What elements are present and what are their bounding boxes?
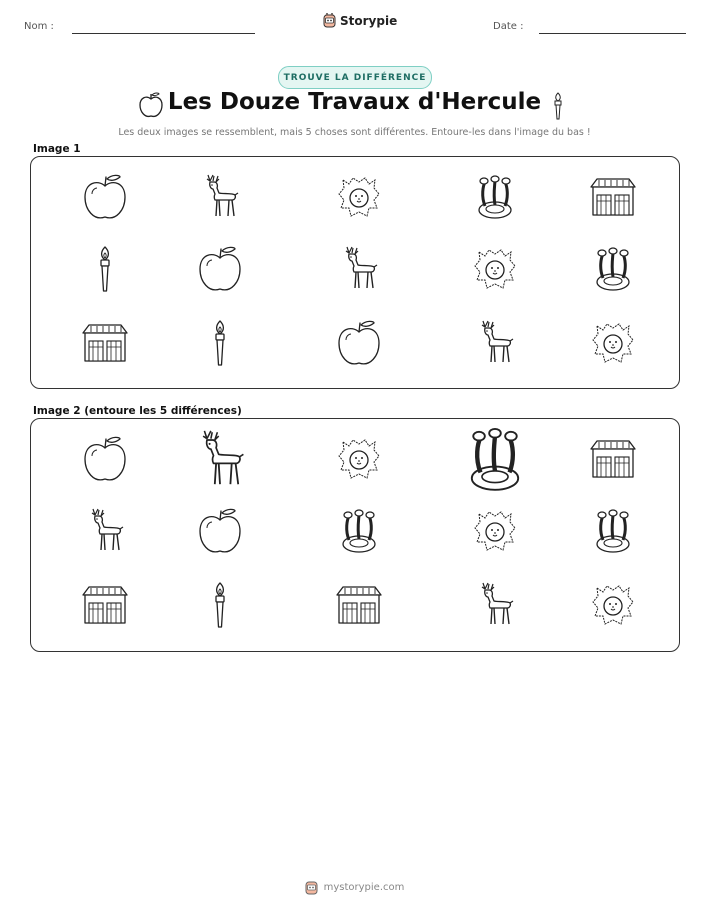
apple-icon <box>197 506 243 556</box>
image2-cell-1-4[interactable] <box>577 503 649 559</box>
stable-icon <box>335 585 383 625</box>
image1-cell-0-0 <box>69 169 141 225</box>
deer-icon <box>475 580 515 630</box>
date-line[interactable] <box>539 33 686 34</box>
apple-icon <box>82 434 128 484</box>
image2-cell-2-4[interactable] <box>577 577 649 633</box>
image2-cell-0-4[interactable] <box>577 431 649 487</box>
apple-icon <box>336 318 382 368</box>
hydra-icon <box>593 246 633 292</box>
image2-cell-2-3[interactable] <box>459 577 531 633</box>
date-label: Date : <box>493 21 524 32</box>
deer-icon <box>85 506 125 556</box>
image1-cell-2-3 <box>459 315 531 371</box>
image1-cell-0-4 <box>577 169 649 225</box>
hydra-icon <box>466 426 524 493</box>
brand-name: Storypie <box>340 13 398 28</box>
image2-cell-0-3[interactable] <box>459 431 531 487</box>
lion-pelt-icon <box>591 320 635 366</box>
instructions: Les deux images se ressemblent, mais 5 choses sont différentes. Entoure-les dans l'image du bas ! <box>118 127 591 138</box>
storypie-mascot-icon <box>323 13 336 28</box>
image1-cell-2-2 <box>323 315 395 371</box>
image2-cell-1-2[interactable] <box>323 503 395 559</box>
lion-pelt-icon <box>473 246 517 292</box>
torch-icon <box>212 581 228 629</box>
image2-cell-2-1[interactable] <box>184 577 256 633</box>
image1-cell-1-0 <box>69 241 141 297</box>
page-title: Les Douze Travaux d'Hercule <box>167 89 542 115</box>
lion-pelt-icon <box>473 508 517 554</box>
image1-cell-2-1 <box>184 315 256 371</box>
storypie-footer-icon <box>305 880 318 895</box>
image2-cell-0-1[interactable] <box>184 431 256 487</box>
image2-cell-1-1[interactable] <box>184 503 256 559</box>
lion-pelt-icon <box>337 174 381 220</box>
stable-icon <box>81 585 129 625</box>
title-torch-icon <box>552 92 564 124</box>
stable-icon <box>589 177 637 217</box>
torch-icon <box>97 245 113 293</box>
image1-cell-1-1 <box>184 241 256 297</box>
image1-cell-0-1 <box>184 169 256 225</box>
image2-cell-1-3[interactable] <box>459 503 531 559</box>
stable-icon <box>81 323 129 363</box>
image1-cell-1-2 <box>323 241 395 297</box>
image2-cell-1-0[interactable] <box>69 503 141 559</box>
deer-icon <box>475 318 515 368</box>
hydra-icon <box>593 508 633 554</box>
hydra-icon <box>339 508 379 554</box>
image1-label: Image 1 <box>33 143 81 155</box>
image2-cell-2-2[interactable] <box>323 577 395 633</box>
name-label: Nom : <box>24 21 54 32</box>
apple-icon <box>197 244 243 294</box>
deer-icon <box>339 244 379 294</box>
brand-logo <box>323 13 397 28</box>
apple-icon <box>82 172 128 222</box>
image1-cell-2-0 <box>69 315 141 371</box>
image1-cell-0-2 <box>323 169 395 225</box>
image1-cell-1-4 <box>577 241 649 297</box>
image2-cell-2-0[interactable] <box>69 577 141 633</box>
stable-icon <box>589 439 637 479</box>
torch-icon <box>212 319 228 367</box>
image1-cell-0-3 <box>459 169 531 225</box>
lion-pelt-icon <box>337 436 381 482</box>
image2-label: Image 2 (entoure les 5 différences) <box>33 405 242 417</box>
footer-site: mystorypie.com <box>323 882 405 893</box>
activity-badge: TROUVE LA DIFFÉRENCE <box>278 66 432 89</box>
name-line[interactable] <box>72 33 255 34</box>
image2-cell-0-0[interactable] <box>69 431 141 487</box>
image1-cell-1-3 <box>459 241 531 297</box>
footer <box>0 880 709 895</box>
deer-icon <box>194 427 246 492</box>
image1-cell-2-4 <box>577 315 649 371</box>
image2-cell-0-2[interactable] <box>323 431 395 487</box>
image1-panel <box>30 156 680 389</box>
lion-pelt-icon <box>591 582 635 628</box>
image2-panel[interactable] <box>30 418 680 652</box>
hydra-icon <box>475 174 515 220</box>
deer-icon <box>200 172 240 222</box>
